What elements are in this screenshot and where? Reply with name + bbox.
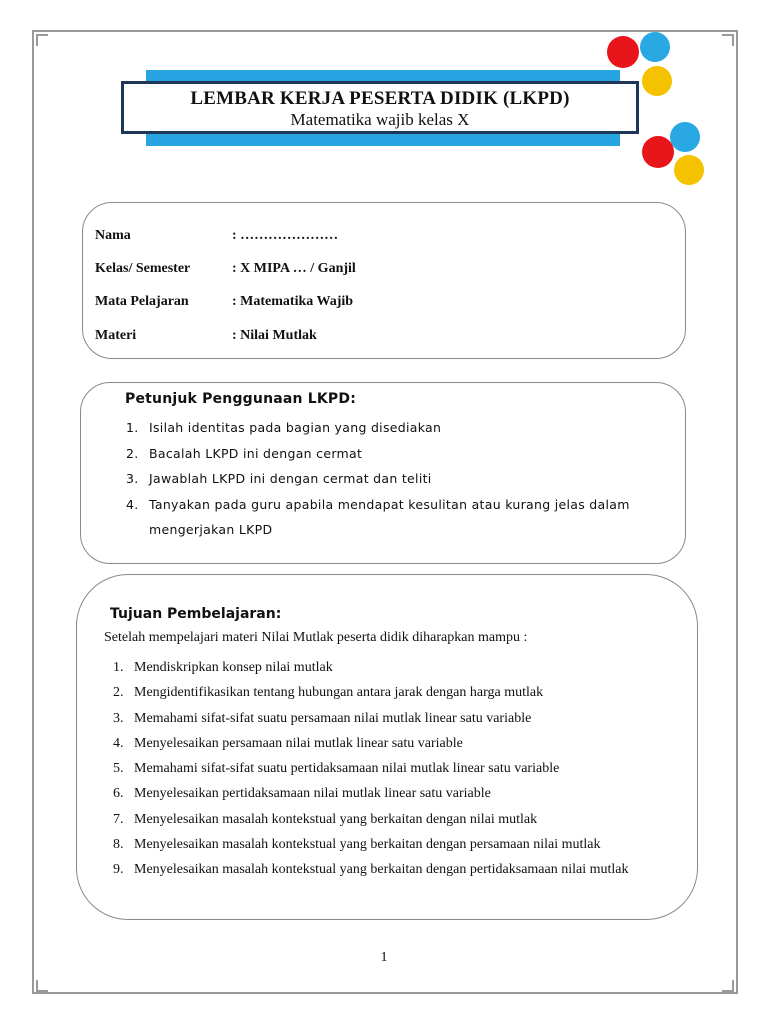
decorative-red-dot [607,36,639,68]
identity-label: Mata Pelajaran [95,294,189,309]
decorative-blue-dot [670,122,700,152]
list-text: Menyelesaikan masalah kontekstual yang berkaitan dengan persamaan nilai mutlak [134,837,601,853]
title-box [121,81,639,134]
identity-value: : Nilai Mutlak [232,328,317,343]
list-text: Menyelesaikan pertidaksamaan nilai mutlak linear satu variable [134,786,491,802]
list-item [104,655,629,680]
list-number: 1. [126,420,139,435]
identity-label: Nama [95,228,131,243]
list-number: 2. [126,445,139,461]
list-item [109,415,669,441]
list-text: Isilah identitas pada bagian yang disediakan [149,420,442,435]
objectives-box [76,574,698,920]
list-number: 3. [113,710,124,726]
decorative-yellow-dot [674,155,704,185]
list-number: 2. [113,685,124,701]
identity-label: Kelas/ Semester [95,261,191,276]
border-corner-top-left [36,34,48,46]
list-number: 8. [113,837,124,853]
instructions-heading: Petunjuk Penggunaan LKPD: [125,391,357,407]
list-text: Menyelesaikan masalah kontekstual yang berkaitan dengan nilai mutlak [134,811,538,827]
list-number: 7. [113,811,124,827]
list-text: Mengidentifikasikan tentang hubungan antara jarak dengan harga mutlak [134,685,544,701]
border-corner-bottom-right [722,980,734,992]
list-text: Bacalah LKPD ini dengan cermat [149,445,363,461]
list-number: 6. [113,786,124,802]
decorative-blue-dot [640,32,670,62]
list-text: Memahami sifat-sifat suatu persamaan nilai mutlak linear satu variable [134,710,532,726]
list-item [104,756,629,781]
list-number: 9. [113,862,124,878]
list-item [104,706,629,731]
list-item [104,832,629,857]
list-number: 3. [126,471,139,486]
list-text: Memahami sifat-sifat suatu pertidaksamaan nilai mutlak linear satu variable [134,761,560,777]
identity-box [82,202,686,359]
list-item [109,492,669,543]
list-text: Jawablah LKPD ini dengan cermat dan teliti [149,471,432,486]
border-corner-bottom-left [36,980,48,992]
instructions-box [80,382,686,564]
document-subtitle: Matematika wajib kelas X [290,110,470,129]
list-number: 5. [113,761,124,777]
list-item [104,781,629,806]
border-corner-top-right [722,34,734,46]
list-item [104,807,629,832]
identity-label: Materi [95,328,137,343]
list-number: 4. [113,735,124,751]
decorative-red-dot [642,136,674,168]
list-number: 1. [113,660,124,675]
list-text: Menyelesaikan masalah kontekstual yang berkaitan dengan pertidaksamaan nilai mutlak [134,862,629,878]
list-text: Tanyakan pada guru apabila mendapat kesulitan atau kurang jelas dalam mengerjakan LKPD [149,496,630,537]
list-item [104,857,629,882]
objectives-heading: Tujuan Pembelajaran: [110,606,282,622]
list-text: Menyelesaikan persamaan nilai mutlak linear satu variable [134,735,463,751]
list-item [109,466,669,492]
identity-value: : ………………… [232,228,339,243]
page-number: 1 [380,950,388,965]
objectives-list [104,655,629,883]
list-number: 4. [126,496,139,512]
list-item [104,680,629,705]
identity-value: : Matematika Wajib [232,294,354,309]
instructions-list [109,415,669,543]
identity-value: : X MIPA … / Ganjil [232,261,356,276]
list-item [109,441,669,467]
objectives-intro: Setelah mempelajari materi Nilai Mutlak peserta didik diharapkan mampu : [104,630,528,645]
document-title: LEMBAR KERJA PESERTA DIDIK (LKPD) [190,88,570,109]
list-item [104,731,629,756]
list-text: Mendiskripkan konsep nilai mutlak [134,660,333,675]
decorative-yellow-dot [642,66,672,96]
